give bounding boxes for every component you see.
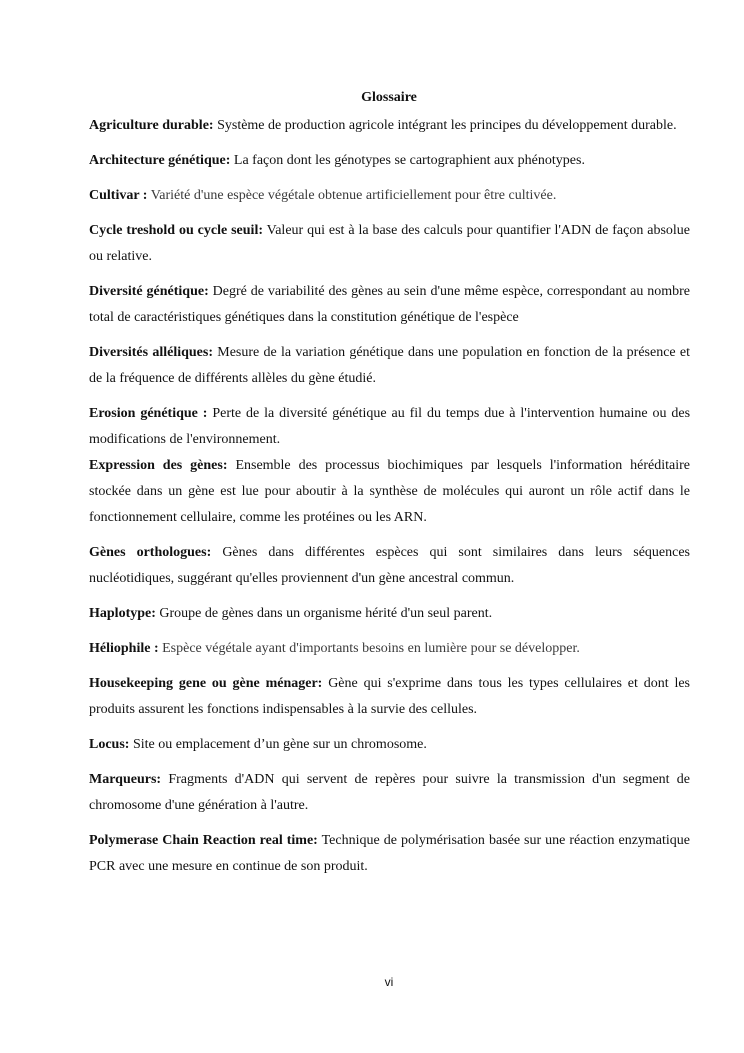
- glossary-definition: Variété d'une espèce végétale obtenue artificiellement pour être cultivée.: [150, 188, 557, 203]
- glossary-term: Housekeeping gene ou gène ménager:: [89, 676, 323, 691]
- glossary-term: Erosion génétique :: [89, 406, 208, 421]
- glossary-definition: Fragments d'ADN qui servent de repères pour suivre la transmission d'un segment de chromosome d'une génération à l'autre.: [89, 772, 691, 813]
- glossary-definition: Ensemble des processus biochimiques par lesquels l'information héréditaire stockée dans un gène est lue pour aboutir à la synthèse de molécules qui auront un rôle actif dans le fonctionnement cellulaire, comme les protéines ou les ARN.: [89, 458, 690, 525]
- glossary-entry: [89, 340, 690, 392]
- glossary-term: Agriculture durable:: [89, 118, 214, 133]
- glossary-entry: [89, 113, 690, 139]
- glossary-definition: Gène qui s'exprime dans tous les types cellulaires et dont les produits assurent les fonctions indispensables à la survie des cellules.: [89, 676, 691, 717]
- glossary-definition: Groupe de gènes dans un organisme hérité d'un seul parent.: [159, 606, 493, 621]
- glossary-entry: [89, 218, 690, 270]
- glossary-term: Haplotype:: [89, 606, 156, 621]
- glossary-definition: La façon dont les génotypes se cartographient aux phénotypes.: [233, 153, 585, 168]
- glossary-entry: [89, 453, 690, 531]
- glossary-definition: Degré de variabilité des gènes au sein d'une même espèce, correspondant au nombre total de caractéristiques génétiques dans la constitution génétique de l'espèce: [89, 284, 691, 325]
- glossary-definition: Mesure de la variation génétique dans une population en fonction de la présence et de la fréquence de différents allèles du gène étudié.: [89, 345, 691, 386]
- glossary-definition: Technique de polymérisation basée sur une réaction enzymatique PCR avec une mesure en continue de son produit.: [89, 833, 691, 874]
- glossary-definition: Gènes dans différentes espèces qui sont similaires dans leurs séquences nucléotidiques, suggérant qu'elles proviennent d'un gène ancestral commun.: [89, 545, 691, 586]
- glossary-term: Architecture génétique:: [89, 153, 231, 168]
- glossary-definition: Perte de la diversité génétique au fil du temps due à l'intervention humaine ou des modifications de l'environnement.: [89, 406, 691, 447]
- page-number: vi: [384, 975, 394, 989]
- glossary-entry: [89, 601, 690, 627]
- page-title: Glossaire: [361, 90, 417, 105]
- glossary-term: Polymerase Chain Reaction real time:: [89, 833, 318, 848]
- glossary-entry: [89, 183, 690, 209]
- glossary-entry: [89, 732, 690, 758]
- glossary-entry: [89, 828, 690, 880]
- glossary-term: Cycle treshold ou cycle seuil:: [89, 223, 263, 238]
- glossary-term: Diversité génétique:: [89, 284, 209, 299]
- glossary-list: [89, 113, 690, 889]
- glossary-entry: [89, 767, 690, 819]
- glossary-entry: [89, 671, 690, 723]
- glossary-entry: [89, 279, 690, 331]
- glossary-term: Marqueurs:: [89, 772, 162, 787]
- glossary-entry: [89, 148, 690, 174]
- glossary-definition: Site ou emplacement d’un gène sur un chromosome.: [132, 737, 427, 752]
- glossary-term: Héliophile :: [89, 641, 159, 656]
- glossary-entry: [89, 540, 690, 592]
- glossary-term: Locus:: [89, 737, 130, 752]
- glossary-entry: [89, 401, 690, 453]
- glossary-definition: Espèce végétale ayant d'importants besoins en lumière pour se développer.: [162, 641, 580, 656]
- glossary-definition: Valeur qui est à la base des calculs pour quantifier l'ADN de façon absolue ou relative.: [89, 223, 690, 264]
- glossary-definition: Système de production agricole intégrant les principes du développement durable.: [217, 118, 677, 133]
- glossary-term: Diversités alléliques:: [89, 345, 214, 360]
- glossary-entry: [89, 636, 690, 662]
- glossary-term: Gènes orthologues:: [89, 545, 212, 560]
- glossary-term: Expression des gènes:: [89, 458, 228, 473]
- glossary-term: Cultivar :: [89, 188, 148, 203]
